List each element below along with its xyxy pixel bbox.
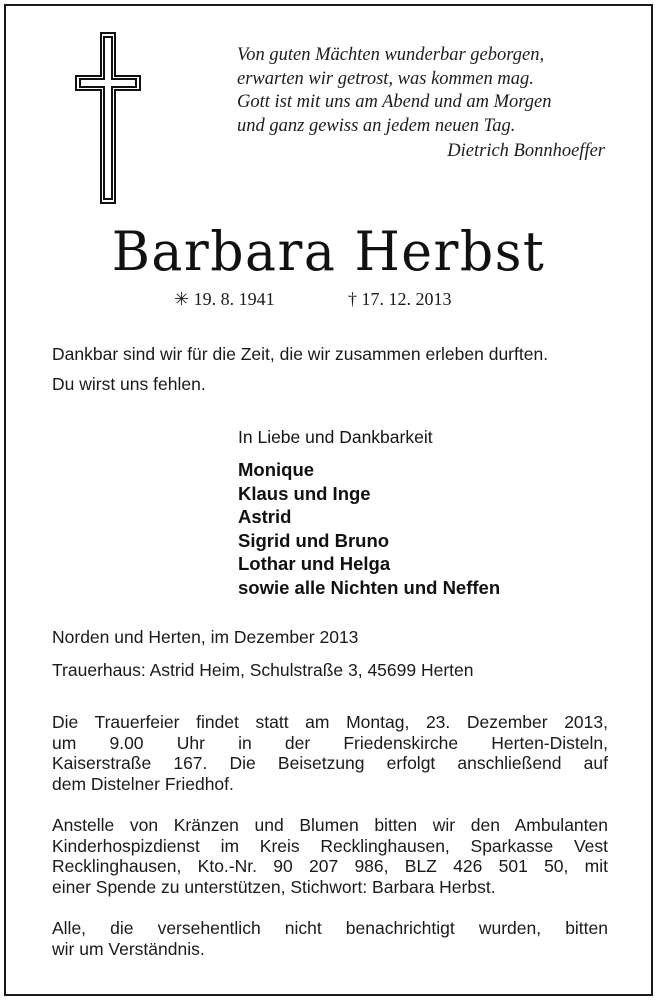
death-date: † 17. 12. 2013 xyxy=(348,289,452,309)
donation-line: Recklinghausen, Kto.-Nr. 90 207 986, BLZ 426 501 50, mit xyxy=(52,856,608,876)
thanks-line: Du wirst uns fehlen. xyxy=(52,374,206,394)
ceremony-line: um 9.00 Uhr in der Friedenskirche Herten-Disteln, xyxy=(52,732,608,753)
mourner-name: Lothar und Helga xyxy=(238,553,391,574)
mourners-list xyxy=(238,458,500,599)
mourning-house: Trauerhaus: Astrid Heim, Schulstraße 3, 45699 Herten xyxy=(52,660,474,680)
donation-line: einer Spende zu unterstützen, Stichwort: Barbara Herbst. xyxy=(52,876,496,897)
poem-line: erwarten wir getrost, was kommen mag. xyxy=(237,68,534,89)
mourner-name: Astrid xyxy=(238,506,292,527)
mourner-name: Klaus und Inge xyxy=(238,482,371,504)
poem-author: Dietrich Bonnhoeffer xyxy=(447,141,605,161)
notice-line: wir um Verständnis. xyxy=(52,938,205,959)
donation-line: Anstelle von Kränzen und Blumen bitten wir den Ambulanten xyxy=(52,815,608,835)
poem-line: Gott ist mit uns am Abend und am Morgen xyxy=(237,92,552,112)
mourner-name: Sigrid und Bruno xyxy=(238,529,390,551)
ceremony-line: Kaiserstraße 167. Die Beisetzung erfolgt anschließend auf xyxy=(52,753,608,773)
ceremony-line: dem Distelner Friedhof. xyxy=(52,773,234,794)
donation-line: Kinderhospizdienst im Kreis Recklinghausen, Sparkasse Vest xyxy=(52,835,608,856)
ceremony-paragraph xyxy=(52,712,608,794)
birth-date: ✳ 19. 8. 1941 xyxy=(174,289,275,309)
notice-line: Alle, die versehentlich nicht benachrichtigt wurden, bitten xyxy=(52,918,608,938)
deceased-name: Barbara Herbst xyxy=(111,220,546,284)
mourner-name: sowie alle Nichten und Neffen xyxy=(238,576,501,598)
notice-paragraph xyxy=(52,918,608,959)
donation-paragraph xyxy=(52,815,608,897)
cross-icon xyxy=(75,32,141,204)
mourner-name: Monique xyxy=(238,459,315,480)
mourners-intro: In Liebe und Dankbarkeit xyxy=(238,427,433,447)
thanks-line: Dankbar sind wir für die Zeit, die wir zusammen erleben durften. xyxy=(52,344,549,364)
poem-line: und ganz gewiss an jedem neuen Tag. xyxy=(237,115,516,136)
poem-line: Von guten Mächten wunderbar geborgen, xyxy=(237,45,545,65)
ceremony-line: Die Trauerfeier findet statt am Montag, 23. Dezember 2013, xyxy=(52,712,608,732)
poem xyxy=(237,44,617,164)
place-date: Norden und Herten, im Dezember 2013 xyxy=(52,627,359,647)
